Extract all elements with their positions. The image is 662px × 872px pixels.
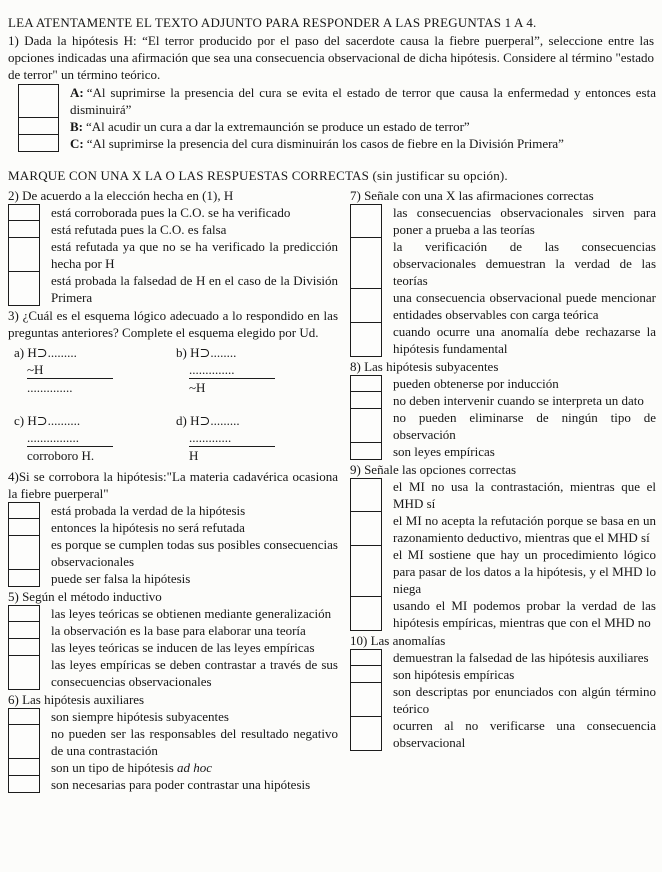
schema-a[interactable]	[14, 344, 176, 396]
option-text: entonces la hipótesis no será refutada	[51, 520, 245, 535]
answer-checkbox[interactable]	[8, 502, 40, 519]
question-title: 5) Según el método inductivo	[8, 589, 162, 604]
option-text: son necesarias para poder contrastar una hipótesis	[51, 777, 311, 792]
option-text: no pueden ser las responsables del resultado negativo de una contrastación	[51, 726, 338, 758]
mark-instruction: MARQUE CON UNA X LA O LAS RESPUESTAS CORRECTAS (sin justificar su opción).	[8, 168, 508, 183]
question-4-section	[8, 468, 338, 587]
option-text: son hipótesis empíricas	[393, 667, 515, 682]
answer-checkbox[interactable]	[8, 725, 40, 759]
answer-checkbox[interactable]	[8, 605, 40, 622]
question-title: 7) Señale con una X las afirmaciones correctas	[350, 188, 594, 203]
answer-checkbox[interactable]	[8, 622, 40, 639]
schema-b[interactable]	[176, 344, 338, 396]
schema-premise2: .............	[189, 429, 275, 447]
option-text: las leyes teóricas se obtienen mediante generalización	[51, 606, 332, 621]
answer-checkbox[interactable]	[350, 443, 382, 460]
answer-checkbox[interactable]	[350, 478, 382, 512]
answer-option	[8, 639, 338, 656]
answer-checkbox[interactable]	[8, 656, 40, 690]
answer-option	[8, 536, 338, 570]
answer-option	[350, 649, 656, 666]
answer-checkbox[interactable]	[18, 118, 59, 135]
option-letter: C:	[70, 136, 84, 151]
question-6-section	[8, 691, 338, 793]
answer-option	[350, 512, 656, 546]
answer-checkbox[interactable]	[8, 519, 40, 536]
schema-label: c)	[14, 413, 25, 428]
answer-checkbox[interactable]	[8, 570, 40, 587]
answer-option	[8, 776, 338, 793]
question-7-section	[350, 187, 656, 357]
answer-option	[350, 717, 656, 751]
question-1-intro: 1) Dada la hipótesis H: “El terror producido por el paso del sacerdote causa la fiebre puerperal”, seleccione entre las opciones indicadas una afirmación que sea una consecuencia observacional de dicha hipótesis. Considere al término "estado de terror" un término teórico.	[8, 33, 654, 82]
answer-option	[8, 221, 338, 238]
option-text: no pueden eliminarse de ningún tipo de observación	[393, 410, 656, 442]
answer-checkbox[interactable]	[350, 597, 382, 631]
answer-checkbox[interactable]	[8, 238, 40, 272]
answer-option	[350, 683, 656, 717]
schema-premise1: H⊃.........	[190, 413, 240, 428]
answer-checkbox[interactable]	[8, 708, 40, 725]
answer-option	[350, 409, 656, 443]
answer-checkbox[interactable]	[350, 666, 382, 683]
answer-option	[350, 392, 656, 409]
two-column-layout	[8, 187, 656, 794]
option-text: es porque se cumplen todas sus posibles consecuencias observacionales	[51, 537, 338, 569]
answer-option	[8, 656, 338, 690]
answer-option	[350, 597, 656, 631]
answer-option	[350, 238, 656, 289]
answer-checkbox[interactable]	[350, 649, 382, 666]
option-text	[40, 759, 338, 776]
answer-checkbox[interactable]	[350, 323, 382, 357]
answer-option	[8, 519, 338, 536]
option-text: el MI no acepta la refutación porque se basa en un razonamiento deductivo, mientras que el MHD sí	[393, 513, 656, 545]
answer-checkbox[interactable]	[350, 512, 382, 546]
schema-premise2: ................	[27, 429, 113, 447]
option-text: la observación es la base para elaborar una teoría	[51, 623, 306, 638]
option-text	[59, 118, 656, 135]
right-column	[350, 187, 656, 794]
option-text: está probada la verdad de la hipótesis	[51, 503, 246, 518]
option-text: está refutada pues la C.O. es falsa	[51, 222, 227, 237]
answer-option	[18, 84, 656, 118]
answer-checkbox[interactable]	[8, 759, 40, 776]
answer-checkbox[interactable]	[350, 392, 382, 409]
answer-option	[350, 546, 656, 597]
answer-option	[8, 708, 338, 725]
schema-conclusion: ..............	[27, 380, 73, 395]
answer-option	[350, 289, 656, 323]
latin-term: ad hoc	[177, 760, 213, 775]
answer-option	[8, 570, 338, 587]
schema-premise1: H⊃.........	[27, 345, 77, 360]
schema-c[interactable]	[14, 412, 176, 464]
schema-conclusion: corroboro H.	[27, 448, 95, 463]
option-text: usando el MI podemos probar la verdad de las hipótesis empíricas, mientras que con el MHD no	[393, 598, 656, 630]
schema-conclusion: ~H	[189, 380, 206, 395]
question-title: 10) Las anomalías	[350, 633, 446, 648]
option-text	[59, 135, 656, 152]
answer-option	[18, 135, 656, 152]
option-text: una consecuencia observacional puede mencionar entidades observables con carga teórica	[393, 290, 656, 322]
schema-premise1: H⊃..........	[27, 413, 81, 428]
option-statement: “Al suprimirse la presencia del cura disminuirán los casos de fiebre en la División Primera”	[86, 136, 564, 151]
schema-premise2: ~H	[27, 361, 113, 379]
question-10-section	[350, 632, 656, 751]
option-text: la verificación de las consecuencias observacionales demuestran la verdad de las teorías	[393, 239, 656, 288]
option-text: el MI no usa la contrastación, mientras que el MHD sí	[393, 479, 656, 511]
option-statement: “Al suprimirse la presencia del cura se evita el estado de terror que causa la enfermedad y entonces esta disminuirá”	[70, 85, 656, 117]
answer-checkbox[interactable]	[8, 536, 40, 570]
schema-premise1: H⊃........	[190, 345, 237, 360]
answer-checkbox[interactable]	[8, 221, 40, 238]
option-text: cuando ocurre una anomalía debe rechazarse la hipótesis fundamental	[393, 324, 656, 356]
option-text: pueden obtenerse por inducción	[393, 376, 559, 391]
answer-checkbox[interactable]	[350, 683, 382, 717]
answer-checkbox[interactable]	[8, 776, 40, 793]
schema-d[interactable]	[176, 412, 338, 464]
answer-option	[8, 502, 338, 519]
answer-checkbox[interactable]	[8, 639, 40, 656]
schema-label: b)	[176, 345, 187, 360]
answer-option	[350, 443, 656, 460]
top-instruction: LEA ATENTAMENTE EL TEXTO ADJUNTO PARA RESPONDER A LAS PREGUNTAS 1 A 4.	[8, 15, 537, 30]
answer-option	[8, 759, 338, 776]
answer-option	[350, 375, 656, 392]
question-9-section	[350, 461, 656, 631]
answer-checkbox[interactable]	[18, 84, 59, 118]
schema-label: d)	[176, 413, 187, 428]
option-text: no deben intervenir cuando se interpreta un dato	[393, 393, 644, 408]
option-text: está probada la falsedad de H en el caso de la División Primera	[51, 273, 338, 305]
option-statement: son un tipo de hipótesis	[51, 760, 178, 775]
answer-checkbox[interactable]	[350, 375, 382, 392]
question-2-section	[8, 187, 338, 306]
answer-option	[18, 118, 656, 135]
answer-option	[8, 272, 338, 306]
schema-label: a)	[14, 345, 25, 360]
answer-option	[8, 622, 338, 639]
answer-checkbox[interactable]	[18, 135, 59, 152]
question-title: 4)Si se corrobora la hipótesis:"La materia cadavérica ocasiona la fiebre puerperal"	[8, 469, 338, 501]
logic-schemas	[14, 344, 338, 464]
option-text: puede ser falsa la hipótesis	[51, 571, 191, 586]
answer-checkbox[interactable]	[8, 204, 40, 221]
answer-option	[350, 478, 656, 512]
answer-option	[350, 666, 656, 683]
option-text: está refutada ya que no se ha verificado la predicción hecha por H	[51, 239, 338, 271]
answer-checkbox[interactable]	[8, 272, 40, 306]
left-column	[8, 187, 338, 794]
option-text: son leyes empíricas	[393, 444, 495, 459]
question-title: 3) ¿Cuál es el esquema lógico adecuado a lo respondido en las preguntas anteriores? Complete el esquema elegido por Ud.	[8, 308, 338, 340]
question-3-section	[8, 307, 338, 464]
answer-option	[8, 605, 338, 622]
answer-checkbox[interactable]	[350, 289, 382, 323]
question-title: 9) Señale las opciones correctas	[350, 462, 517, 477]
option-text: las consecuencias observacionales sirven para poner a prueba a las teorías	[393, 205, 656, 237]
option-text: el MI sostiene que hay un procedimiento lógico para pasar de los datos a la hipótesis, y el MHD lo niega	[393, 547, 656, 596]
question-8-section	[350, 358, 656, 460]
question-title: 8) Las hipótesis subyacentes	[350, 359, 499, 374]
option-text: demuestran la falsedad de las hipótesis auxiliares	[393, 650, 649, 665]
question-title: 6) Las hipótesis auxiliares	[8, 692, 145, 707]
option-text: son siempre hipótesis subyacentes	[51, 709, 229, 724]
schema-conclusion: H	[189, 448, 199, 463]
answer-option	[8, 725, 338, 759]
option-letter: A:	[70, 85, 84, 100]
answer-option	[8, 238, 338, 272]
option-text: son descriptas por enunciados con algún término teórico	[393, 684, 656, 716]
schema-premise2: ..............	[189, 361, 275, 379]
answer-checkbox[interactable]	[350, 409, 382, 443]
option-text: está corroborada pues la C.O. se ha verificado	[51, 205, 291, 220]
question-title: 2) De acuerdo a la elección hecha en (1), H	[8, 188, 234, 203]
option-text	[59, 84, 656, 118]
answer-checkbox[interactable]	[350, 204, 382, 238]
answer-option	[350, 323, 656, 357]
question-5-section	[8, 588, 338, 690]
answer-checkbox[interactable]	[350, 238, 382, 289]
answer-checkbox[interactable]	[350, 717, 382, 751]
option-text: ocurren al no verificarse una consecuencia observacional	[393, 718, 656, 750]
option-text: las leyes empíricas se deben contrastar a través de sus consecuencias observacionales	[51, 657, 338, 689]
answer-option	[350, 204, 656, 238]
option-letter: B:	[70, 119, 83, 134]
answer-option	[8, 204, 338, 221]
option-text: las leyes teóricas se inducen de las leyes empíricas	[51, 640, 315, 655]
option-statement: “Al acudir un cura a dar la extremaunción se produce un estado de terror”	[86, 119, 470, 134]
answer-checkbox[interactable]	[350, 546, 382, 597]
question-1-options	[18, 84, 656, 152]
